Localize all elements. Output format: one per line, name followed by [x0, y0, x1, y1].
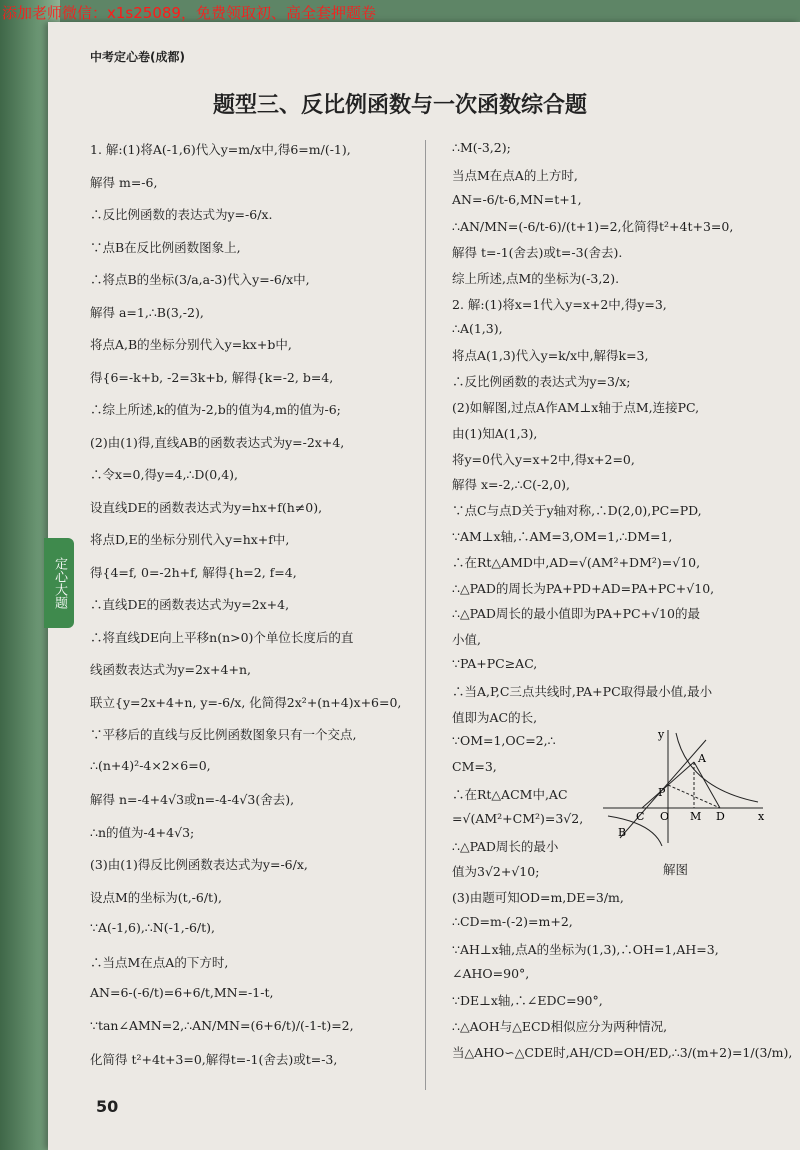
text-line: 值为3√2+√10;: [452, 864, 540, 880]
text-line: AN=-6/t-6,MN=t+1,: [452, 191, 582, 207]
side-tab: 定心大题: [44, 538, 74, 628]
text-line: ∴(n+4)²-4×2×6=0,: [90, 757, 211, 773]
text-line: ∴M(-3,2);: [452, 140, 511, 155]
text-line: ∴A(1,3),: [452, 320, 503, 336]
figure-caption: 解图: [663, 862, 689, 877]
text-line: ∵点C与点D关于y轴对称,∴D(2,0),PC=PD,: [452, 503, 702, 519]
text-line: AN=6-(-6/t)=6+6/t,MN=-1-t,: [90, 985, 274, 1000]
text-line: 解得 m=-6,: [90, 174, 158, 190]
text-line: ∵OM=1,OC=2,∴: [452, 733, 556, 749]
text-line: 将点A,B的坐标分别代入y=kx+b中,: [90, 337, 292, 352]
text-line: ∵AH⊥x轴,点A的坐标为(1,3),∴OH=1,AH=3,: [452, 941, 719, 957]
text-line: 综上所述,点M的坐标为(-3,2).: [452, 271, 620, 286]
text-line: 由(1)知A(1,3),: [452, 425, 538, 441]
text-line: 小值,: [452, 632, 481, 648]
text-line: 解得 a=1,∴B(3,-2),: [90, 304, 204, 320]
text-line: ∴AN/MN=(-6/t-6)/(t+1)=2,化简得t²+4t+3=0,: [452, 219, 734, 235]
text-line: 化简得 t²+4t+3=0,解得t=-1(舍去)或t=-3,: [90, 1052, 338, 1067]
text-line: ∴△PAD的周长为PA+PD+AD=PA+PC+√10,: [452, 580, 715, 596]
text-line: CM=3,: [452, 759, 497, 775]
text-line: 解得 t=-1(舍去)或t=-3(舍去).: [452, 245, 623, 261]
text-line: ∴直线DE的函数表达式为y=2x+4,: [90, 597, 290, 612]
text-line: ∴n的值为-4+4√3;: [90, 824, 195, 840]
text-line: ∵AM⊥x轴,∴AM=3,OM=1,∴DM=1,: [452, 529, 673, 544]
page-number: 50: [96, 1097, 119, 1116]
text-line: 得{4=f, 0=-2h+f, 解得{h=2, f=4,: [90, 564, 297, 580]
text-line: 设点M的坐标为(t,-6/t),: [90, 889, 222, 905]
text-line: ∴CD=m-(-2)=m+2,: [452, 914, 573, 929]
label-m: M: [690, 810, 702, 823]
text-line: ∴令x=0,得y=4,∴D(0,4),: [90, 467, 238, 482]
text-line: 2. 解:(1)将x=1代入y=x+2中,得y=3,: [452, 296, 667, 312]
label-c: C: [636, 810, 645, 823]
watermark: 添加老师微信：x1s25089，免费领取初、高全套押题卷: [2, 4, 376, 22]
text-line: ∵DE⊥x轴,∴∠EDC=90°,: [452, 993, 603, 1009]
text-line: ∠AHO=90°,: [452, 965, 530, 981]
text-line: (3)由题可知OD=m,DE=3/m,: [452, 890, 624, 906]
text-line: 得{6=-k+b, -2=3k+b, 解得{k=-2, b=4,: [90, 369, 334, 385]
text-line: =√(AM²+CM²)=3√2,: [452, 810, 584, 826]
label-d: D: [716, 810, 725, 823]
label-o: O: [660, 810, 670, 823]
text-line: ∴△PAD周长的最小: [452, 838, 559, 854]
label-p: P: [658, 786, 666, 799]
label-y: y: [658, 728, 665, 741]
text-line: ∵A(-1,6),∴N(-1,-6/t),: [90, 920, 215, 935]
text-line: ∴在Rt△AMD中,AD=√(AM²+DM²)=√10,: [452, 554, 701, 570]
text-line: ∴将点B的坐标(3/a,a-3)代入y=-6/x中,: [90, 272, 310, 287]
text-line: ∴在Rt△ACM中,AC: [452, 787, 568, 802]
text-line: ∴综上所述,k的值为-2,b的值为4,m的值为-6;: [90, 402, 341, 417]
text-line: ∴当A,P,C三点共线时,PA+PC取得最小值,最小: [452, 683, 713, 699]
text-line: 联立{y=2x+4+n, y=-6/x, 化简得2x²+(n+4)x+6=0,: [90, 694, 402, 710]
column-divider: [425, 140, 426, 1090]
text-line: 将y=0代入y=x+2中,得x+2=0,: [452, 451, 635, 467]
text-line: ∴当点M在点A的下方时,: [90, 954, 229, 970]
text-line: 值即为AC的长,: [452, 709, 538, 725]
text-line: (2)如解图,过点A作AM⊥x轴于点M,连接PC,: [452, 400, 700, 415]
text-line: (3)由(1)得反比例函数表达式为y=-6/x,: [90, 857, 308, 872]
text-line: 设直线DE的函数表达式为y=hx+f(h≠0),: [90, 499, 323, 515]
page-title: 题型三、反比例函数与一次函数综合题: [212, 93, 587, 118]
text-line: ∵PA+PC≥AC,: [452, 656, 538, 671]
line-ad: [694, 762, 720, 808]
text-line: ∴将直线DE向上平移n(n>0)个单位长度后的直: [90, 629, 354, 645]
text-line: 将点A(1,3)代入y=k/x中,解得k=3,: [452, 348, 649, 364]
text-line: ∴反比例函数的表达式为y=3/x;: [452, 374, 631, 390]
text-line: ∴反比例函数的表达式为y=-6/x.: [90, 207, 273, 222]
text-line: ∵tan∠AMN=2,∴AN/MN=(6+6/t)/(-1-t)=2,: [90, 1017, 354, 1033]
text-line: 解得 x=-2,∴C(-2,0),: [452, 477, 570, 493]
label-x: x: [758, 810, 765, 823]
text-line: 当△AHO∽△CDE时,AH/CD=OH/ED,∴3/(m+2)=1/(3/m),: [452, 1045, 793, 1060]
label-a: A: [698, 752, 706, 765]
text-line: (2)由(1)得,直线AB的函数表达式为y=-2x+4,: [90, 434, 345, 450]
text-line: ∴△AOH与△ECD相似应分为两种情况,: [452, 1019, 668, 1035]
text-line: 解得 n=-4+4√3或n=-4-4√3(舍去),: [90, 792, 295, 807]
text-line: 将点D,E的坐标分别代入y=hx+f中,: [90, 532, 290, 547]
page-header: 中考定心卷(成都): [90, 50, 185, 64]
text-line: ∵平移后的直线与反比例函数图象只有一个交点,: [90, 727, 357, 742]
text-line: 线函数表达式为y=2x+4+n,: [90, 662, 251, 677]
solution-figure: [598, 728, 768, 848]
label-b: B: [618, 826, 627, 839]
text-line: 1. 解:(1)将A(-1,6)代入y=m/x中,得6=m/(-1),: [90, 142, 351, 157]
text-line: ∴△PAD周长的最小值即为PA+PC+√10的最: [452, 606, 700, 622]
text-line: ∵点B在反比例函数图象上,: [90, 239, 241, 255]
text-line: 当点M在点A的上方时,: [452, 167, 578, 183]
